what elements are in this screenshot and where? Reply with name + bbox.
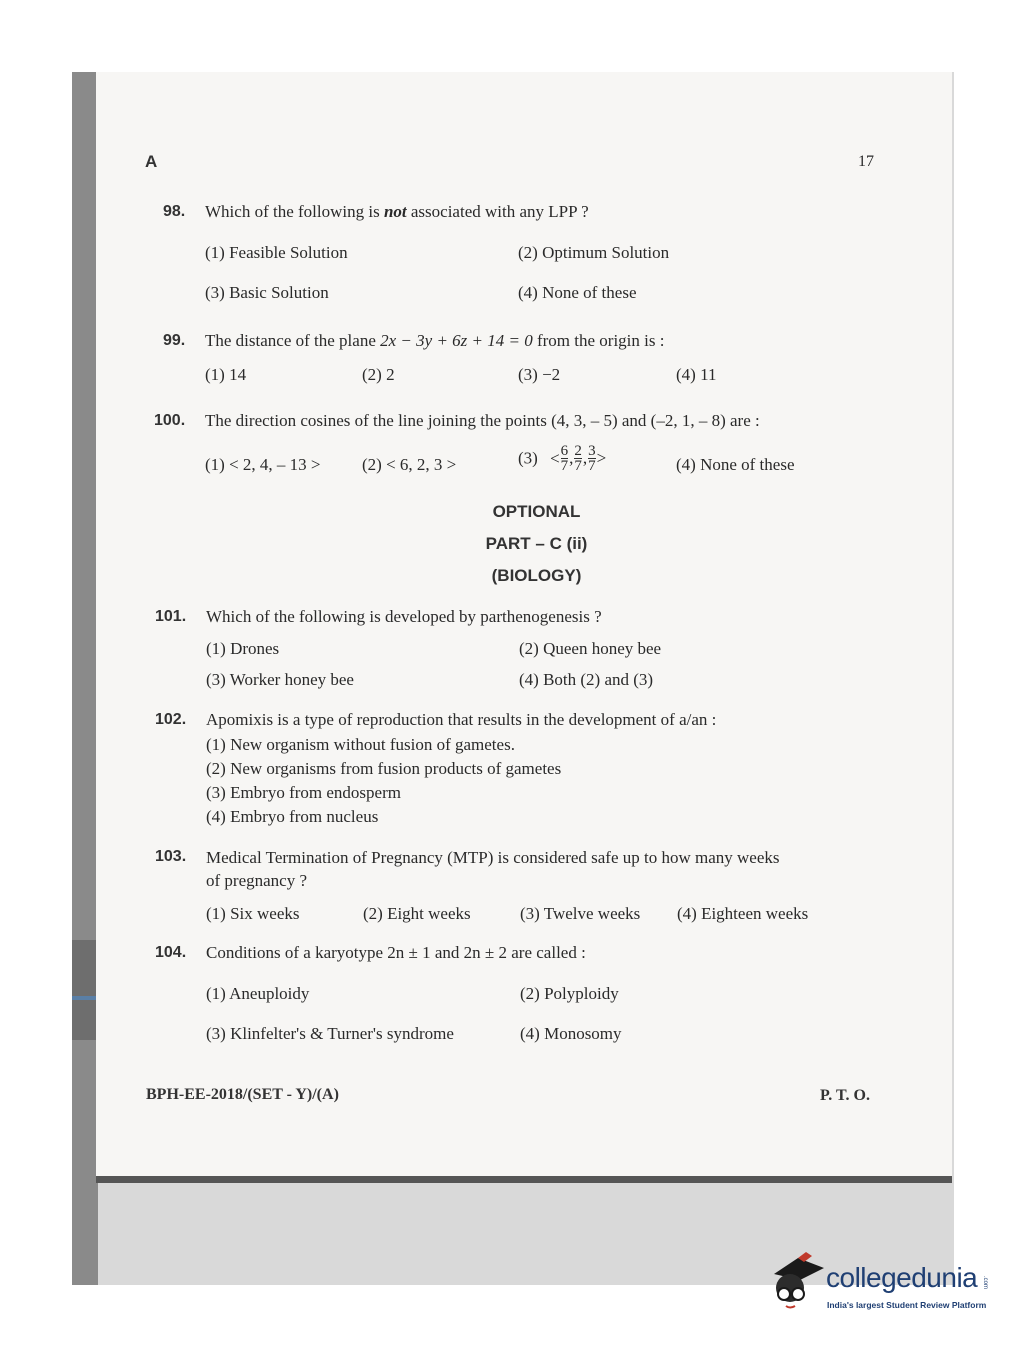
q98-option-1: (1) Feasible Solution bbox=[205, 243, 348, 262]
q104-option-4: (4) Monosomy bbox=[520, 1024, 622, 1043]
q102-option-4: (4) Embryo from nucleus bbox=[206, 807, 379, 826]
fraction-denominator-1: 7 bbox=[560, 458, 569, 474]
q98-option-3: (3) Basic Solution bbox=[205, 283, 329, 302]
question-number-99: 99. bbox=[163, 332, 186, 349]
q99-option-3: (3) −2 bbox=[518, 365, 561, 384]
fraction-numerator-1: 6 bbox=[560, 443, 569, 459]
question-text-100: The direction cosines of the line joining the points (4, 3, – 5) and (–2, 1, – 8) are : bbox=[205, 411, 760, 430]
plane-equation: 2x − 3y + 6z + 14 = 0 bbox=[380, 331, 533, 350]
section-subject: (BIOLOGY) bbox=[491, 566, 582, 585]
question-text-99: The distance of the plane 2x − 3y + 6z + 14 = 0 from the origin is : bbox=[205, 331, 665, 350]
q103-option-1: (1) Six weeks bbox=[206, 904, 300, 923]
question-number-100: 100. bbox=[154, 412, 186, 429]
q100-option-1: (1) < 2, 4, – 13 > bbox=[205, 455, 321, 474]
scan-left-edge bbox=[72, 72, 98, 1285]
section-optional: OPTIONAL bbox=[492, 502, 581, 521]
question-text-103-line2: of pregnancy ? bbox=[206, 871, 308, 890]
exam-code: BPH-EE-2018/(SET - Y)/(A) bbox=[146, 1086, 339, 1103]
collegedunia-brand: collegedunia bbox=[826, 1262, 978, 1293]
q101-option-2: (2) Queen honey bee bbox=[519, 639, 662, 658]
question-text-102: Apomixis is a type of reproduction that results in the development of a/an : bbox=[206, 710, 717, 729]
page-bottom-edge bbox=[96, 1176, 952, 1183]
q104-option-1: (1) Aneuploidy bbox=[206, 984, 310, 1003]
q101-option-3: (3) Worker honey bee bbox=[206, 670, 354, 689]
scan-left-edge-dark bbox=[72, 940, 98, 1040]
q102-option-1: (1) New organism without fusion of gametes. bbox=[206, 735, 515, 754]
q104-option-3: (3) Klinfelter's & Turner's syndrome bbox=[206, 1024, 454, 1043]
q98-option-4: (4) None of these bbox=[518, 283, 637, 302]
collegedunia-tagline: India's largest Student Review Platform bbox=[827, 1300, 987, 1310]
scan-blue-mark bbox=[72, 996, 96, 1000]
question-number-102: 102. bbox=[155, 711, 187, 728]
set-label: A bbox=[145, 152, 158, 171]
q99-option-2: (2) 2 bbox=[362, 365, 395, 384]
q103-option-3: (3) Twelve weeks bbox=[520, 904, 641, 923]
fraction-numerator-2: 2 bbox=[574, 443, 582, 459]
fraction-numerator-3: 3 bbox=[588, 443, 596, 459]
q99-option-4: (4) 11 bbox=[676, 365, 717, 384]
q101-option-1: (1) Drones bbox=[206, 639, 280, 658]
question-number-103: 103. bbox=[155, 848, 187, 865]
fraction-denominator-3: 7 bbox=[588, 458, 596, 474]
q103-option-2: (2) Eight weeks bbox=[363, 904, 471, 923]
q102-option-3: (3) Embryo from endosperm bbox=[206, 783, 401, 802]
question-text-104: Conditions of a karyotype 2n ± 1 and 2n ± 2 are called : bbox=[206, 943, 586, 962]
page-number: 17 bbox=[858, 153, 874, 170]
question-number-98: 98. bbox=[163, 203, 186, 220]
collegedunia-logo-icon bbox=[768, 1252, 826, 1312]
q100-option-3: (3) < $\frac{6}{7}$ , $\frac{2}{7}$ , $\frac{3}{7}$ > bbox=[518, 443, 607, 474]
question-text-101: Which of the following is developed by parthenogenesis ? bbox=[206, 607, 602, 626]
q101-option-4: (4) Both (2) and (3) bbox=[519, 670, 654, 689]
q98-option-2: (2) Optimum Solution bbox=[518, 243, 670, 262]
question-text-103-line1: Medical Termination of Pregnancy (MTP) is considered safe up to how many weeks bbox=[206, 848, 780, 867]
q99-option-1: (1) 14 bbox=[205, 365, 247, 384]
q100-option-2: (2) < 6, 2, 3 > bbox=[362, 455, 457, 474]
collegedunia-suffix: .com bbox=[982, 1276, 988, 1290]
question-text-98: Which of the following is not associated with any LPP ? bbox=[205, 202, 589, 221]
q104-option-2: (2) Polyploidy bbox=[520, 984, 619, 1003]
question-number-104: 104. bbox=[155, 944, 187, 961]
q100-option-4: (4) None of these bbox=[676, 455, 795, 474]
pto-label: P. T. O. bbox=[820, 1087, 870, 1104]
question-text-98-emphasis: not bbox=[383, 202, 407, 221]
fraction-denominator-2: 7 bbox=[574, 458, 582, 474]
question-number-101: 101. bbox=[155, 608, 187, 625]
q103-option-4: (4) Eighteen weeks bbox=[677, 904, 809, 923]
section-part: PART – C (ii) bbox=[485, 534, 588, 553]
q102-option-2: (2) New organisms from fusion products of gametes bbox=[206, 759, 562, 778]
